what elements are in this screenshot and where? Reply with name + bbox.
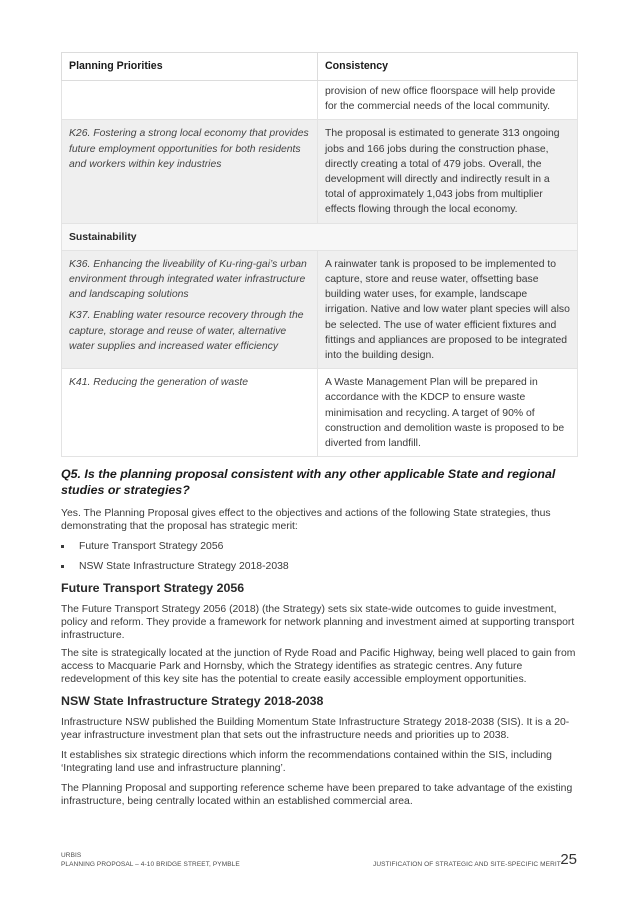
bullet-marker xyxy=(61,545,64,548)
column-header-planning-priorities: Planning Priorities xyxy=(62,53,318,81)
priority-k37: K37. Enabling water resource recovery through the capture, storage and reuse of water, alternative water supplies and increased water efficiency xyxy=(69,310,304,352)
table-header-row xyxy=(62,53,578,81)
consistency-cell: The proposal is estimated to generate 313 ongoing jobs and 166 jobs during the construction phase, directly creating a total of 479 jobs. Overall, the development will directly and indirectly result in a total of approximately 1,043 jobs from multiplier effects flowing through the local economy. xyxy=(318,120,578,223)
q5-heading: Q5. Is the planning proposal consistent with any other applicable State and regional studies or strategies? xyxy=(61,467,556,497)
sis-paragraph-3: The Planning Proposal and supporting reference scheme have been prepared to take advantage of the existing infrastructure, being centrally located within an established commercial area. xyxy=(61,783,573,808)
table-row xyxy=(62,369,578,457)
section-heading-future-transport: Future Transport Strategy 2056 xyxy=(61,581,245,595)
strategy-bullet-list xyxy=(61,540,581,580)
future-transport-paragraph-1: The Future Transport Strategy 2056 (2018) (the Strategy) sets six state-wide outcomes to guide investment, policy and reform. They provide a framework for network planning and investment aimed at supporting transport infrastructure. xyxy=(61,604,575,642)
priority-cell xyxy=(62,81,318,120)
section-heading-state-infrastructure: NSW State Infrastructure Strategy 2018-2038 xyxy=(61,694,324,708)
q5-intro-paragraph: Yes. The Planning Proposal gives effect to the objectives and actions of the following State strategies, thus demonstrating that the proposal has strategic merit: xyxy=(61,508,551,533)
footer-org: URBIS xyxy=(61,852,82,859)
consistency-cell: provision of new office floorspace will help provide for the commercial needs of the local community. xyxy=(318,81,578,120)
priority-cell: K26. Fostering a strong local economy that provides future employment opportunities for both residents and workers within key industries xyxy=(62,120,318,223)
footer-document-title: PLANNING PROPOSAL – 4-10 BRIDGE STREET, PYMBLE xyxy=(61,861,240,868)
sis-paragraph-1: Infrastructure NSW published the Building Momentum State Infrastructure Strategy 2018-2038 (SIS). It is a 20-year infrastructure investment plan that sets out the infrastructure needs and priorities up to 2038. xyxy=(61,717,570,742)
consistency-cell: A Waste Management Plan will be prepared in accordance with the KDCP to ensure waste minimisation and recycling. A target of 90% of construction and demolition waste is proposed to be diverted from landfill. xyxy=(318,369,578,457)
section-row xyxy=(62,223,578,250)
table-row xyxy=(62,120,578,223)
section-label-sustainability: Sustainability xyxy=(62,223,578,250)
priority-cell: K41. Reducing the generation of waste xyxy=(62,369,318,457)
priority-k36: K36. Enhancing the liveability of Ku-ring-gai’s urban environment through integrated water infrastructure and landscaping solutions xyxy=(69,258,307,301)
consistency-cell: A rainwater tank is proposed to be implemented to capture, store and reuse water, offsetting base building water uses, for example, landscape irrigation. Native and low water plant species will also be selected. The use of water efficient fixtures and fittings and appliances are proposed to be integrated into the building design. xyxy=(318,250,578,368)
list-item: Future Transport Strategy 2056 xyxy=(61,540,581,560)
bullet-marker xyxy=(61,565,64,568)
sis-paragraph-2: It establishes six strategic directions which inform the recommendations contained within the SIS, including ‘Integrating land use and infrastructure planning’. xyxy=(61,750,552,775)
table-row xyxy=(62,81,578,120)
column-header-consistency: Consistency xyxy=(318,53,578,81)
table-row xyxy=(62,250,578,368)
page-number: 25 xyxy=(560,851,577,868)
list-item: NSW State Infrastructure Strategy 2018-2038 xyxy=(61,560,581,580)
future-transport-paragraph-2: The site is strategically located at the junction of Ryde Road and Pacific Highway, being well placed to gain from access to Macquarie Park and Hornsby, which the Strategy identifies as strategic centres. Any future redevelopment of this key site has the potential to create easily accessible employment opportunities. xyxy=(61,648,576,686)
footer-section-title: JUSTIFICATION OF STRATEGIC AND SITE-SPECIFIC MERIT xyxy=(373,861,561,868)
priority-cell xyxy=(62,250,318,368)
planning-priorities-table xyxy=(61,52,578,457)
